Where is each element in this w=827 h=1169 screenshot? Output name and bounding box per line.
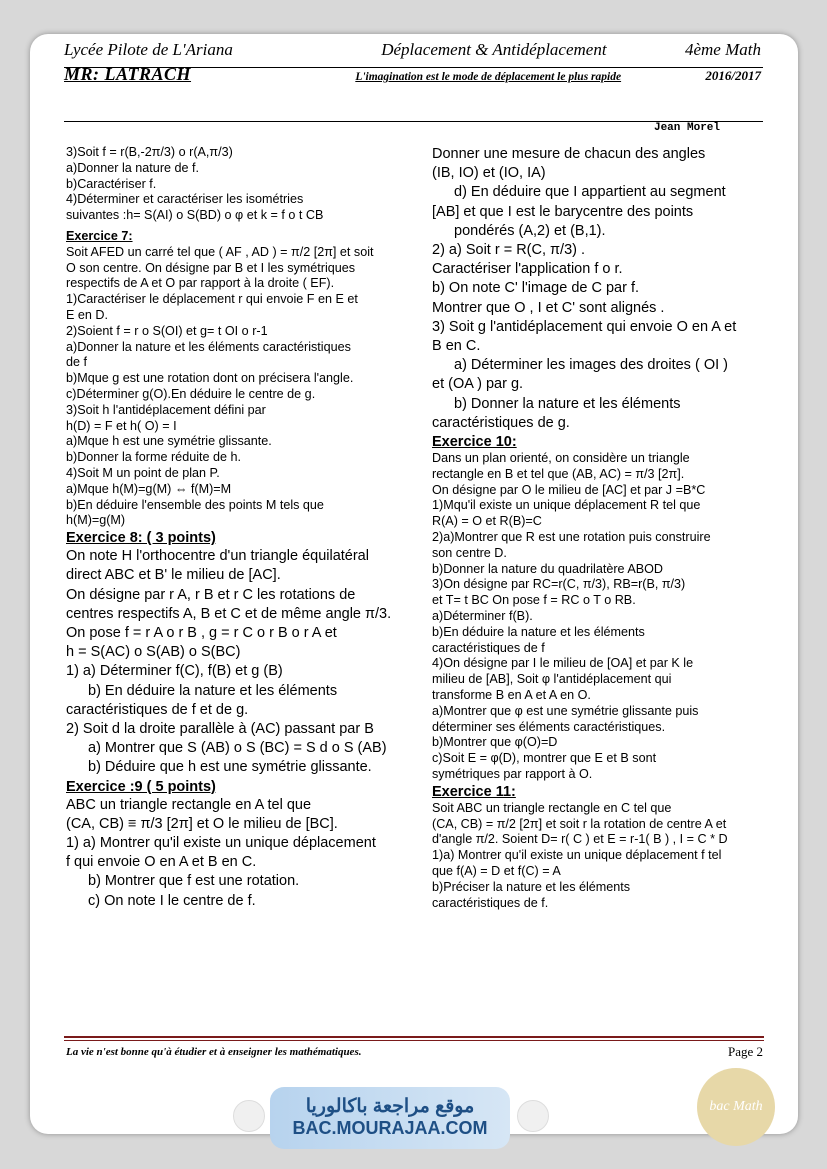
text-line: symétriques par rapport à O. [432,766,593,781]
text-line: B en C. [432,338,481,355]
text-line: b) En déduire la nature et les éléments [88,682,338,699]
text-line: 2) a) Soit r = R(C, π/3) . [432,242,586,259]
text-line: déterminer ses éléments caractéristiques. [432,719,666,734]
text-line: rectangle en B et tel que (AB, AC) = π/3 [2π]. [432,466,685,481]
footer-quote: La vie n'est bonne qu'à étudier et à enseigner les mathématiques. [66,1046,362,1058]
text-line: 3)On désigne par RC=r(C, π/3), RB=r(B, π/3) [432,577,686,592]
text-line: a)Mque h(M)=g(M) ⇔ f(M)=M [66,481,232,496]
text-line: centres respectifs A, B et C et de même angle π/3. [66,605,392,622]
text-line: b)Caractériser f. [66,176,157,191]
quote-author: Jean Morel [653,122,720,134]
text-line: 3)Soit f = r(B,-2π/3) o r(A,π/3) [66,145,233,159]
text-line: caractéristiques de g. [432,414,570,431]
text-line: O son centre. On désigne par B et I les symétriques [66,260,356,275]
text-line: [AB] et que I est le barycentre des points [432,203,694,220]
banner-site-link[interactable]: BAC.MOURAJAA.COM [292,1118,488,1138]
text-line: pondérés (A,2) et (B,1). [454,222,606,239]
page-header [36,40,761,85]
text-line: a)Mque h est une symétrie glissante. [66,434,272,449]
school-name: Lycée Pilote de L'Ariana [64,40,233,59]
exercise-heading: Exercice 8: ( 3 points) [66,530,216,547]
text-line: b)Mque g est une rotation dont on précisera l'angle. [66,371,354,386]
footer-rule [64,1036,764,1041]
text-line: b) Déduire que h est une symétrie glissante. [88,759,372,776]
text-line: 2)a)Montrer que R est une rotation puis construire [432,530,711,545]
text-line: On pose f = r A o r B , g = r C o r B o r A et [66,624,337,641]
text-line: b)Donner la nature du quadrilatère ABOD [432,561,664,576]
text-line: 4)Déterminer et caractériser les isométries [66,192,304,207]
text-line: f qui envoie O en A et B en C. [66,854,257,871]
text-line: milieu de [AB], Soit φ l'antidéplacement qui [432,672,672,687]
banner-arabic: موقع مراجعة باكالوريا [305,1096,475,1117]
text-line: (CA, CB) ≡ π/3 [2π] et O le milieu de [BC]. [66,815,338,832]
text-line: 1)Mqu'il existe un unique déplacement R tel que [432,498,701,513]
text-line: h(D) = F et h( O) = I [66,418,177,433]
text-line: 1) a) Montrer qu'il existe un unique déplacement [66,834,376,851]
right-column [432,145,777,911]
text-line: b) On note C' l'image de C par f. [432,280,640,297]
exercise-heading: Exercice 7: [66,228,133,243]
level-label: 4ème Math [684,40,761,59]
text-line: a)Donner la nature et les éléments caractéristiques [66,339,351,354]
text-line: 3) Soit g l'antidéplacement qui envoie O en A et [432,318,737,335]
text-line: b)Donner la forme réduite de h. [66,450,242,465]
header-bottom-rule [64,121,763,122]
text-line: 4)On désigne par I le milieu de [OA] et par K le [432,656,694,671]
text-line: a)Déterminer f(B). [432,609,533,624]
text-line: b) Montrer que f est une rotation. [88,873,300,890]
text-line: 4)Soit M un point de plan P. [66,465,220,480]
page-number: Page 2 [728,1044,764,1059]
text-line: c)Soit E = φ(D), montrer que E et B sont [432,751,657,766]
text-line: E en D. [66,307,108,322]
text-line: b)Montrer que φ(O)=D [432,735,558,750]
text-line: direct ABC et B' le milieu de [AC]. [66,567,281,584]
text-line: suivantes :h= S(AI) o S(BD) o φ et k = f o t CB [66,208,324,223]
text-line: c)Déterminer g(O).En déduire le centre de g. [66,386,316,401]
text-line: et (OA ) par g. [432,376,524,393]
text-line: respectifs de A et O par rapport à la droite ( EF). [66,276,335,291]
text-line: d'angle π/2. Soient D= r( C ) et E = r-1( B ) , I = C * D [432,832,728,847]
text-line: 1)Caractériser le déplacement r qui envoie F en E et [66,292,358,307]
topic-title: Déplacement & Antidéplacement [381,40,607,59]
text-line: son centre D. [432,545,507,560]
text-line: b)En déduire l'ensemble des points M tels que [66,497,324,512]
text-line: b) Donner la nature et les éléments [454,395,681,412]
text-line: a) Déterminer les images des droites ( OI ) [454,357,728,374]
text-line: (IB, IO) et (IO, IA) [432,165,546,182]
text-line: h(M)=g(M) [66,513,126,528]
site-logo-left [233,1100,265,1132]
text-line: Soit ABC un triangle rectangle en C tel que [432,800,672,815]
text-line: et T= t BC On pose f = RC o T o RB. [432,593,636,608]
exercise-heading: Exercice 10: [432,434,517,451]
site-logo-right [517,1100,549,1132]
exercise-heading: Exercice :9 ( 5 points) [66,778,216,795]
teacher-name: MR: LATRACH [64,64,192,84]
text-line: de f [66,355,88,370]
text-line: Montrer que O , I et C' sont alignés . [432,299,665,316]
bac-math-logo: bac Math [697,1068,775,1146]
text-line: que f(A) = D et f(C) = A [432,863,561,878]
text-line: On note H l'orthocentre d'un triangle équilatéral [66,548,369,565]
text-line: a) Montrer que S (AB) o S (BC) = S d o S (AB) [88,740,387,757]
text-line: 3)Soit h l'antidéplacement défini par [66,402,266,417]
text-line: c) On note I le centre de f. [88,892,256,909]
header-top-rule [64,67,763,68]
left-column [66,145,416,911]
text-line: a)Montrer que φ est une symétrie glissante puis [432,703,699,718]
text-line: 1) a) Déterminer f(C), f(B) et g (B) [66,663,283,680]
text-line: 2)Soient f = r o S(OI) et g= t OI o r-1 [66,323,268,338]
text-line: Dans un plan orienté, on considère un triangle [432,451,690,466]
header-motto: L'imagination est le mode de déplacement le plus rapide [355,71,622,83]
exercise-heading: Exercice 11: [432,783,516,800]
text-line: caractéristiques de f. [432,895,549,910]
text-line: transforme B en A et A en O. [432,688,591,702]
site-banner[interactable] [270,1087,510,1149]
text-line: 2) Soit d la droite parallèle à (AC) passant par B [66,720,374,737]
text-line: On désigne par O le milieu de [AC] et par J =B*C [432,482,706,497]
text-line: (CA, CB) = π/2 [2π] et soit r la rotation de centre A et [432,816,727,831]
text-line: b)Préciser la nature et les éléments [432,879,631,894]
text-line: R(A) = O et R(B)=C [432,514,542,529]
text-line: ABC un triangle rectangle en A tel que [66,796,312,813]
text-line: b)En déduire la nature et les éléments [432,624,645,639]
text-line: 1)a) Montrer qu'il existe un unique déplacement f tel [432,848,722,863]
text-line: Donner une mesure de chacun des angles [432,146,706,162]
text-line: On désigne par r A, r B et r C les rotations de [66,586,356,603]
text-line: a)Donner la nature de f. [66,160,200,175]
text-line: h = S(AC) o S(AB) o S(BC) [66,644,241,661]
school-year: 2016/2017 [705,68,761,83]
text-line: Soit AFED un carré tel que ( AF , AD ) = π/2 [2π] et soit [66,244,374,259]
text-line: caractéristiques de f et de g. [66,701,249,718]
text-line: caractéristiques de f [432,640,545,655]
text-line: Caractériser l'application f o r. [432,261,623,278]
text-line: d) En déduire que I appartient au segment [454,184,726,201]
